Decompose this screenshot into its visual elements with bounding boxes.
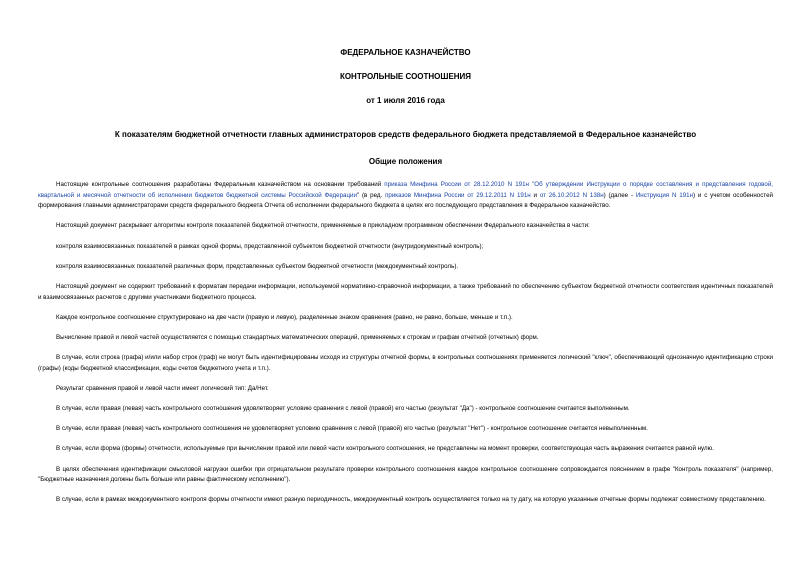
link-order-2012-138n[interactable]: от 26.10.2012 N 138н <box>539 191 604 199</box>
paragraph: Настоящий документ раскрывает алгоритмы контроля показателей бюджетной отчетности, применяемые в прикладном программном обеспечении Федерального казначейства в части: <box>56 222 590 230</box>
paragraph: В случае, если форма (формы) отчетности, используемые при вычислении правой или левой части контрольного соотношения, не представлены на момент проверки, соответствующая часть выражения считается равной нулю. <box>56 445 714 453</box>
document-subject: К показателям бюджетной отчетности главных администраторов средств федерального бюджета представляемой в Федеральное казначейство <box>114 130 697 139</box>
paragraph: контроля взаимосвязанных показателей в рамках одной формы, представленной субъектом бюджетной отчетности (внутридокументный контроль); <box>56 242 484 250</box>
link-order-2011-191n[interactable]: приказов Минфина России от 29.12.2011 N 191н <box>385 191 531 199</box>
section-heading: Общие положения <box>368 157 443 166</box>
link-order-191n[interactable]: приказа Минфина России от 28.12.2010 N 191н "Об утверждении Инструкции о порядке составления и представления годовой, квартальной и месячной отчетности об исполнении бюджетов бюджетной системы Российской Федерации <box>38 181 773 199</box>
paragraph: В случае, если правая (левая) часть контрольного соотношения не удовлетворяет условию сравнения с левой (правой) его частью (результат "Нет") - контрольное соотношение считается невыполненным. <box>56 425 648 433</box>
paragraph: Каждое контрольное соотношение структурировано на две части (правую и левую), разделенные знаком сравнения (равно, не равно, больше, меньше и т.п.). <box>56 313 513 321</box>
intro-text-4: ) (далее - <box>603 191 636 199</box>
paragraph: контроля взаимосвязанных показателей различных форм, представленных субъектом бюджетной отчетности (междокументный контроль). <box>56 262 459 270</box>
paragraph: В случае, если правая (левая) часть контрольного соотношения удовлетворяет условию сравнения с левой (правой) его частью (результат "Да") - контрольное соотношение считается выполненным. <box>56 405 630 413</box>
intro-text-5: ) и с учетом особенностей формирования главными администраторами средств федерального бюджета Отчета об исполнении федерального бюджета в целях его последующего представления в Федеральное казначейство. <box>38 191 773 210</box>
document-title: КОНТРОЛЬНЫЕ СООТНОШЕНИЯ <box>339 72 472 81</box>
intro-text-1: Настоящие контрольные соотношения разработаны Федеральным казначейством на основании требований <box>56 181 385 188</box>
paragraph: Вычисление правой и левой частей осуществляется с помощью стандартных математических операций, применяемых к строкам и графам отчетной (отчетных) форм. <box>56 333 539 341</box>
paragraph: Результат сравнения правой и левой части имеет логический тип: Да/Нет. <box>56 384 269 392</box>
link-instruction-191n[interactable]: Инструкция N 191н <box>635 191 694 199</box>
intro-paragraph <box>38 180 773 212</box>
intro-text-2: " (в ред. <box>356 191 386 199</box>
paragraph: Настоящий документ не содержит требований к форматам передачи информации, используемой нормативно-справочной информации, а также требований по обеспечению субъектом бюджетной отчетности соответствия идентичных показателей и взаимосвязанных расчетов с другими участниками бюджетного процесса. <box>38 282 773 301</box>
paragraph: В случае, если строка (графа) и/или набор строк (граф) не могут быть идентифицированы исходя из структуры отчетной формы, в контрольных соотношениях применяется логический "ключ", обеспечивающий однозначную идентификацию строки (графы) (коды бюджетной классификации, коды счетов бюджетного учета и т.п.). <box>38 354 773 372</box>
document-date: от 1 июля 2016 года <box>366 96 445 105</box>
paragraph: В случае, если в рамках междокументного контроля формы отчетности имеют разную периодичность, междокументный контроль осуществляется только на ту дату, на которую указанные отчетные формы подлежат совместному представлению. <box>56 496 766 504</box>
paragraph: В целях обеспечения идентификации смысловой нагрузки ошибки при отрицательном результате проверки контрольного соотношения каждое контрольное соотношение сопровождается пояснением в графе "Контроль показателя" (например, "Бюджетные назначения должны быть больше или равны фактическому исполнению"). <box>38 465 773 484</box>
document-body <box>38 180 773 506</box>
agency-title: ФЕДЕРАЛЬНОЕ КАЗНАЧЕЙСТВО <box>340 48 471 57</box>
intro-text-3: и <box>530 191 540 199</box>
